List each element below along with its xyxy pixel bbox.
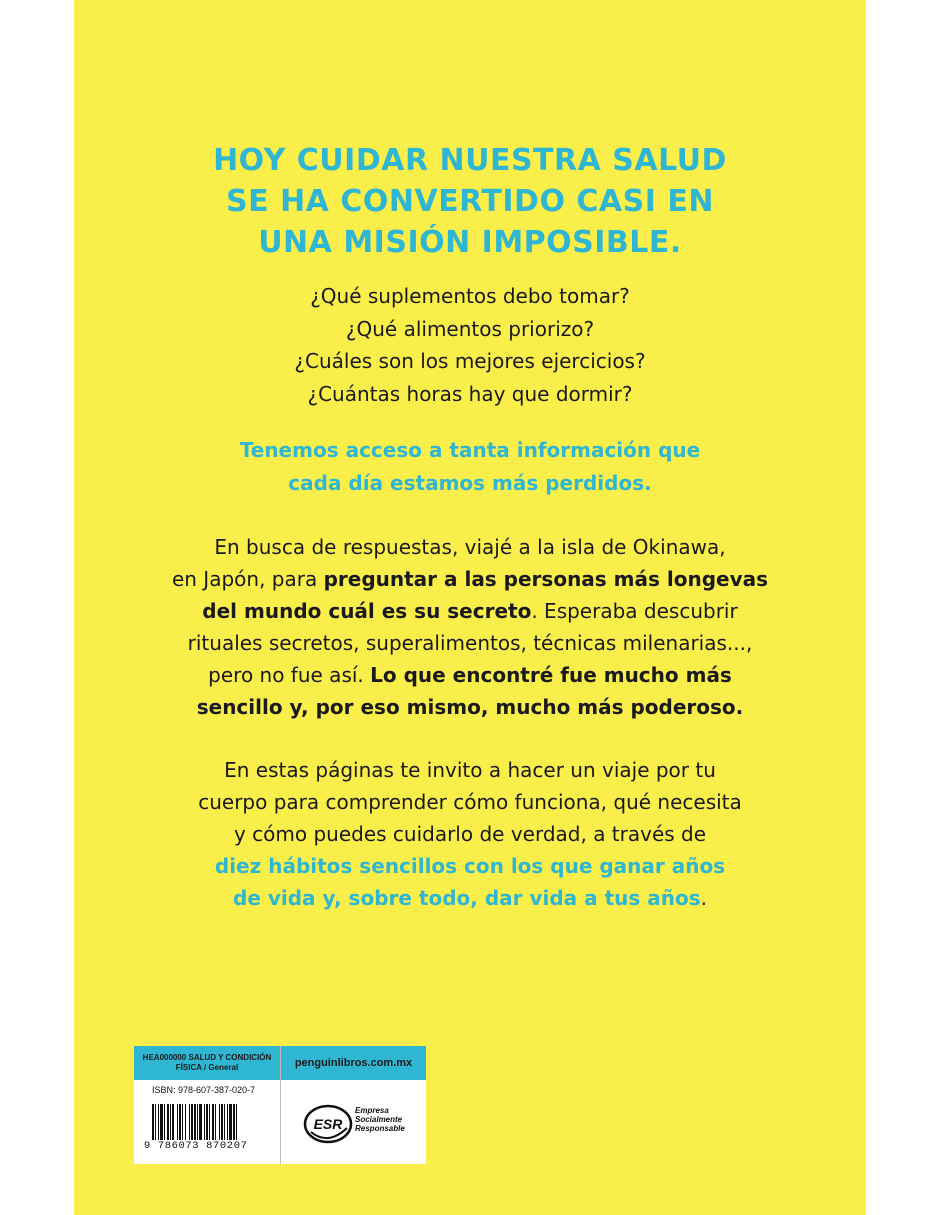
paragraph-highlight: de vida y, sobre todo, dar vida a tus años	[233, 886, 701, 910]
publisher-section	[281, 1046, 426, 1164]
esr-line: Responsable	[355, 1124, 405, 1133]
barcode-panel	[134, 1046, 426, 1164]
paragraph-text: .	[700, 886, 707, 910]
lead-line: cada día estamos más perdidos.	[288, 470, 652, 495]
paragraph-line: cuerpo para comprender cómo funciona, qué necesita	[198, 790, 742, 814]
category-line: FÍSICA / General	[175, 1063, 239, 1072]
headline	[74, 140, 866, 263]
question: ¿Qué alimentos priorizo?	[345, 316, 595, 341]
headline-line: SE HA CONVERTIDO CASI EN	[226, 184, 714, 219]
paragraph-line: En busca de respuestas, viajé a la isla de Okinawa,	[214, 535, 726, 559]
paragraph-line	[74, 595, 866, 627]
paragraph-okinawa	[74, 531, 866, 723]
paragraph-text: . Esperaba descubrir	[531, 599, 738, 623]
question: ¿Cuántas horas hay que dormir?	[307, 381, 633, 406]
lead-statement	[74, 434, 866, 499]
paragraph-emphasis: del mundo cuál es su secreto	[202, 599, 532, 623]
headline-line: HOY CUIDAR NUESTRA SALUD	[213, 143, 727, 178]
questions-list	[74, 280, 866, 410]
paragraph-emphasis: Lo que encontré fue mucho más	[370, 663, 732, 687]
esr-label	[355, 1106, 425, 1133]
paragraph-line: En estas páginas te invito a hacer un viaje por tu	[224, 758, 716, 782]
esr-line: Socialmente	[355, 1115, 403, 1124]
paragraph-line	[74, 659, 866, 691]
paragraph-line: y cómo puedes cuidarlo de verdad, a través de	[233, 822, 707, 846]
lead-line: Tenemos acceso a tanta información que	[239, 438, 701, 462]
barcode-icon	[152, 1104, 270, 1140]
paragraph-line: rituales secretos, superalimentos, técnicas milenarias...,	[187, 631, 753, 655]
isbn-number: ISBN: 978-607-387-020-7	[152, 1085, 256, 1095]
paragraph-text: pero no fue así.	[208, 663, 371, 687]
esr-logo-icon	[303, 1102, 353, 1146]
paragraph-text: en Japón, para	[171, 567, 324, 591]
esr-logo-text: ESR	[313, 1116, 343, 1132]
publisher-website: penguinlibros.com.mx	[281, 1046, 426, 1080]
isbn-section	[134, 1046, 281, 1164]
question: ¿Qué suplementos debo tomar?	[310, 284, 630, 308]
paragraph-emphasis: preguntar a las personas más longevas	[323, 567, 769, 591]
paragraph-invitation	[74, 754, 866, 914]
paragraph-line	[74, 882, 866, 914]
category-label	[134, 1046, 280, 1080]
headline-line: UNA MISIÓN IMPOSIBLE.	[258, 225, 682, 260]
question: ¿Cuáles son los mejores ejercicios?	[294, 349, 646, 373]
paragraph-emphasis: sencillo y, por eso mismo, mucho más poderoso.	[196, 695, 744, 719]
category-line: HEA000000 SALUD Y CONDICIÓN	[142, 1053, 272, 1062]
paragraph-line	[74, 563, 866, 595]
esr-line: Empresa	[355, 1106, 389, 1115]
paragraph-highlight: diez hábitos sencillos con los que ganar años	[214, 854, 726, 878]
book-back-cover	[74, 0, 866, 1215]
barcode-digits: 9 786073 870207	[144, 1140, 248, 1152]
